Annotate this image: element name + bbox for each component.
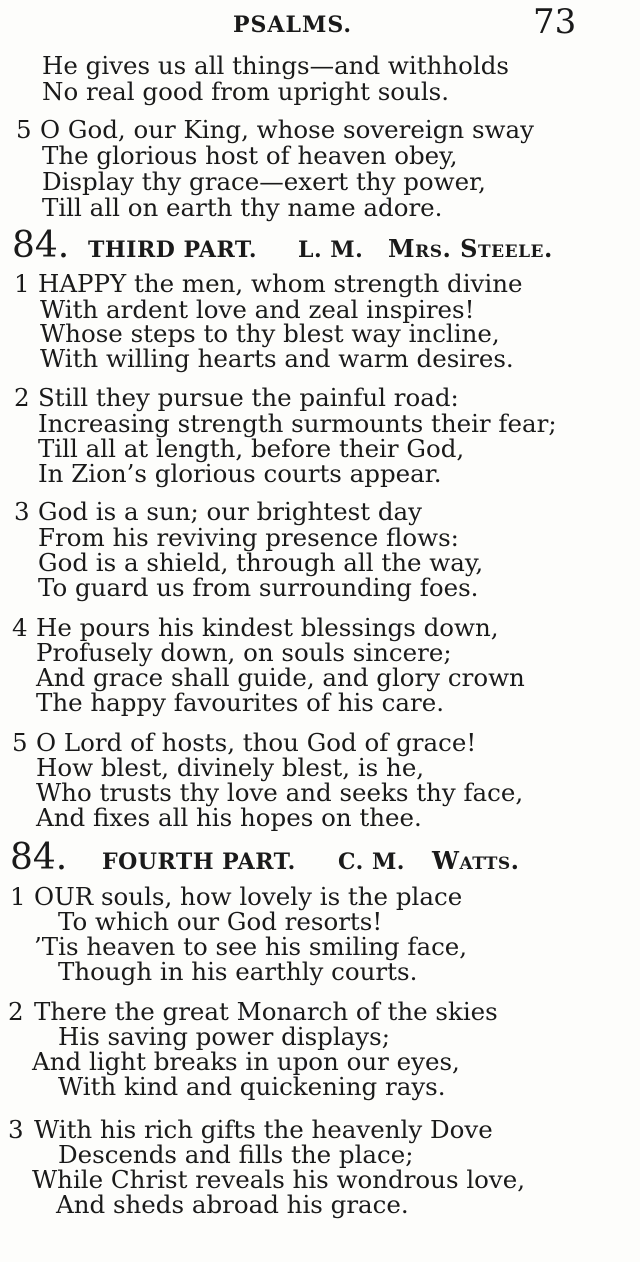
verse-number: 5	[12, 728, 28, 757]
verse-number: 2	[8, 997, 24, 1026]
verse-line: O Lord of hosts, thou God of grace!	[36, 728, 477, 757]
verse-line: Display thy grace—exert thy power,	[42, 167, 486, 196]
hymn-number: 84.	[10, 837, 68, 878]
verse-line: Still they pursue the painful road:	[38, 383, 459, 412]
verse-line: To guard us from surrounding foes.	[38, 573, 479, 602]
verse-number: 5	[16, 115, 32, 144]
verse-line: And sheds abroad his grace.	[56, 1190, 409, 1219]
hymn-meter: C. M.	[338, 849, 405, 875]
hymn-number: 84.	[12, 225, 70, 266]
verse-line: With kind and quickening rays.	[58, 1072, 446, 1101]
verse-line: HAPPY the men, whom strength divine	[38, 269, 523, 298]
verse-line: With his rich gifts the heavenly Dove	[34, 1115, 493, 1144]
verse-line: And grace shall guide, and glory crown	[36, 663, 525, 692]
verse-number: 1	[10, 882, 26, 911]
verse-line: The glorious host of heaven obey,	[42, 141, 458, 170]
verse-line: In Zion’s glorious courts appear.	[38, 459, 442, 488]
verse-number: 3	[14, 497, 30, 526]
verse-line: God is a shield, through all the way,	[38, 548, 484, 577]
verse-line: With willing hearts and warm desires.	[40, 344, 514, 373]
verse-line: There the great Monarch of the skies	[34, 997, 498, 1026]
verse-number: 2	[14, 383, 30, 412]
page-number: 73	[533, 2, 577, 42]
verse-line: From his reviving presence flows:	[38, 523, 459, 552]
verse-line: Who trusts thy love and seeks thy face,	[36, 778, 524, 807]
running-header: PSALMS.	[233, 12, 353, 38]
verse-line: He pours his kindest blessings down,	[36, 613, 499, 642]
verse-line: O God, our King, whose sovereign sway	[40, 115, 534, 144]
verse-line: Increasing strength surmounts their fear;	[38, 409, 557, 438]
verse-number: 4	[12, 613, 28, 642]
verse-line: With ardent love and zeal inspires!	[40, 295, 475, 324]
verse-line: How blest, divinely blest, is he,	[36, 753, 425, 782]
hymn-meter: L. M.	[298, 237, 364, 263]
verse-line: ’Tis heaven to see his smiling face,	[34, 932, 468, 961]
verse-line: Profusely down, on souls sincere;	[36, 638, 452, 667]
hymn-author: Mrs. Steele.	[388, 234, 553, 263]
verse-line: The happy favourites of his care.	[36, 688, 444, 717]
hymn-part: FOURTH PART.	[102, 849, 296, 875]
hymn-part: THIRD PART.	[88, 237, 258, 263]
verse-number: 3	[8, 1115, 24, 1144]
verse-line: Till all on earth thy name adore.	[42, 193, 443, 222]
verse-line: No real good from upright souls.	[42, 77, 450, 106]
verse-line: His saving power displays;	[58, 1022, 390, 1051]
verse-line: While Christ reveals his wondrous love,	[32, 1165, 526, 1194]
verse-line: Though in his earthly courts.	[58, 957, 418, 986]
verse-number: 1	[14, 269, 30, 298]
verse-line: Descends and fills the place;	[58, 1140, 414, 1169]
verse-line: And fixes all his hopes on thee.	[36, 803, 422, 832]
verse-line: He gives us all things—and withholds	[42, 51, 509, 80]
hymn-author: Watts.	[432, 846, 520, 875]
verse-line: OUR souls, how lovely is the place	[34, 882, 463, 911]
verse-line: Whose steps to thy blest way incline,	[40, 319, 500, 348]
verse-line: Till all at length, before their God,	[38, 434, 465, 463]
verse-line: And light breaks in upon our eyes,	[32, 1047, 460, 1076]
verse-line: To which our God resorts!	[58, 907, 383, 936]
verse-line: God is a sun; our brightest day	[38, 497, 422, 526]
